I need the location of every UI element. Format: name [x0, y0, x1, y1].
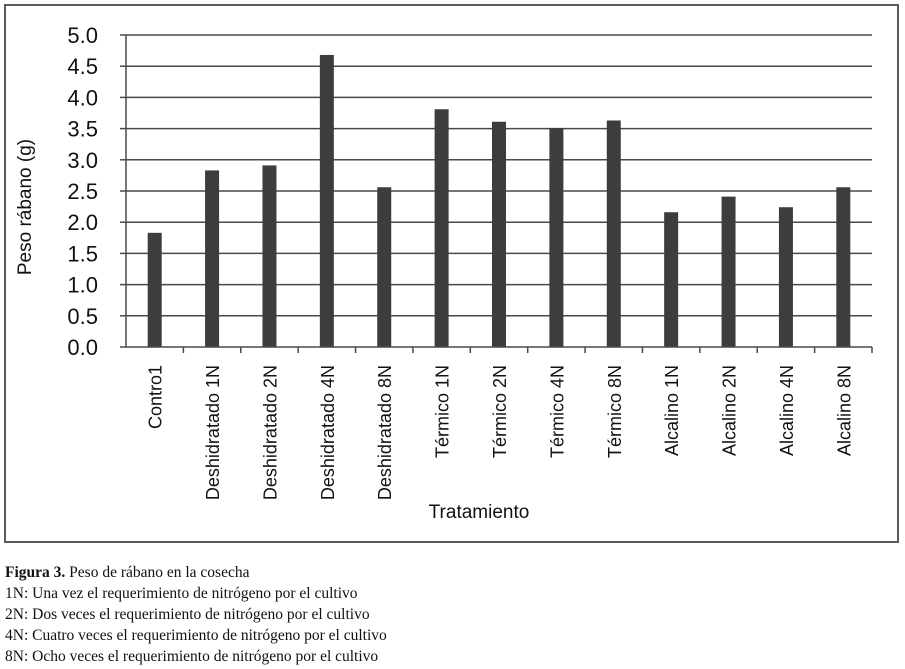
bar	[722, 197, 736, 347]
x-category-label: Térmico 2N	[490, 365, 510, 459]
bar	[664, 212, 678, 347]
x-category-label: Térmico 1N	[432, 365, 453, 459]
y-tick-label: 3.0	[67, 147, 98, 173]
y-tick-label: 3.5	[67, 116, 98, 142]
x-category-label: Alcalino 1N	[662, 365, 683, 457]
bar	[435, 109, 449, 347]
caption-note: 1N: Una vez el requerimiento de nitrógeno por el cultivo	[5, 585, 358, 602]
x-category-label: Deshidratado 1N	[203, 365, 224, 501]
x-category-label: Alcalino 2N	[719, 365, 740, 457]
chart-frame	[4, 4, 899, 543]
figure-label: Figura 3.	[5, 564, 66, 581]
x-category-label: Deshidratado 2N	[260, 365, 281, 501]
bar	[836, 187, 850, 347]
figure-caption	[5, 562, 900, 667]
bar	[607, 120, 621, 347]
y-tick-label: 2.0	[67, 210, 98, 236]
y-tick-label: 1.0	[67, 272, 98, 298]
bar	[377, 187, 391, 347]
bar	[779, 207, 793, 347]
x-category-label: Térmico 8N	[604, 365, 625, 459]
y-tick-label: 5.0	[67, 23, 98, 48]
bar-chart	[6, 6, 897, 541]
bar	[205, 170, 219, 347]
y-tick-label: 1.5	[67, 241, 98, 267]
y-tick-label: 0.0	[67, 335, 98, 360]
x-category-label: Alcalino 8N	[834, 365, 855, 457]
x-category-label: Alcalino 4N	[776, 365, 797, 457]
caption-title-line	[5, 562, 900, 583]
bar	[262, 165, 276, 347]
figure-title: Peso de rábano en la cosecha	[65, 564, 250, 581]
y-tick-label: 0.5	[67, 303, 98, 329]
y-tick-label: 4.5	[67, 54, 98, 80]
caption-note: 2N: Dos veces el requerimiento de nitrógeno por el cultivo	[5, 606, 370, 623]
y-tick-label: 4.0	[67, 85, 98, 111]
x-category-label: Térmico 4N	[547, 365, 568, 459]
bar	[320, 55, 334, 347]
x-axis-title: Tratamiento	[428, 502, 530, 523]
y-tick-labels	[67, 23, 98, 360]
x-category-label: Contro1	[145, 365, 166, 430]
x-category-label: Deshidratado 8N	[375, 365, 396, 501]
bar	[549, 128, 563, 347]
y-tick-label: 2.5	[67, 179, 98, 204]
caption-note: 4N: Cuatro veces el requerimiento de nitrógeno por el cultivo	[5, 627, 387, 644]
caption-note: 8N: Ocho veces el requerimiento de nitrógeno por el cultivo	[5, 648, 379, 665]
y-axis-title: Peso rábano (g)	[15, 138, 36, 276]
x-category-labels	[146, 365, 855, 500]
bars	[148, 55, 851, 347]
x-category-label: Deshidratado 4N	[317, 365, 338, 501]
bar	[148, 233, 162, 347]
bar	[492, 122, 506, 347]
